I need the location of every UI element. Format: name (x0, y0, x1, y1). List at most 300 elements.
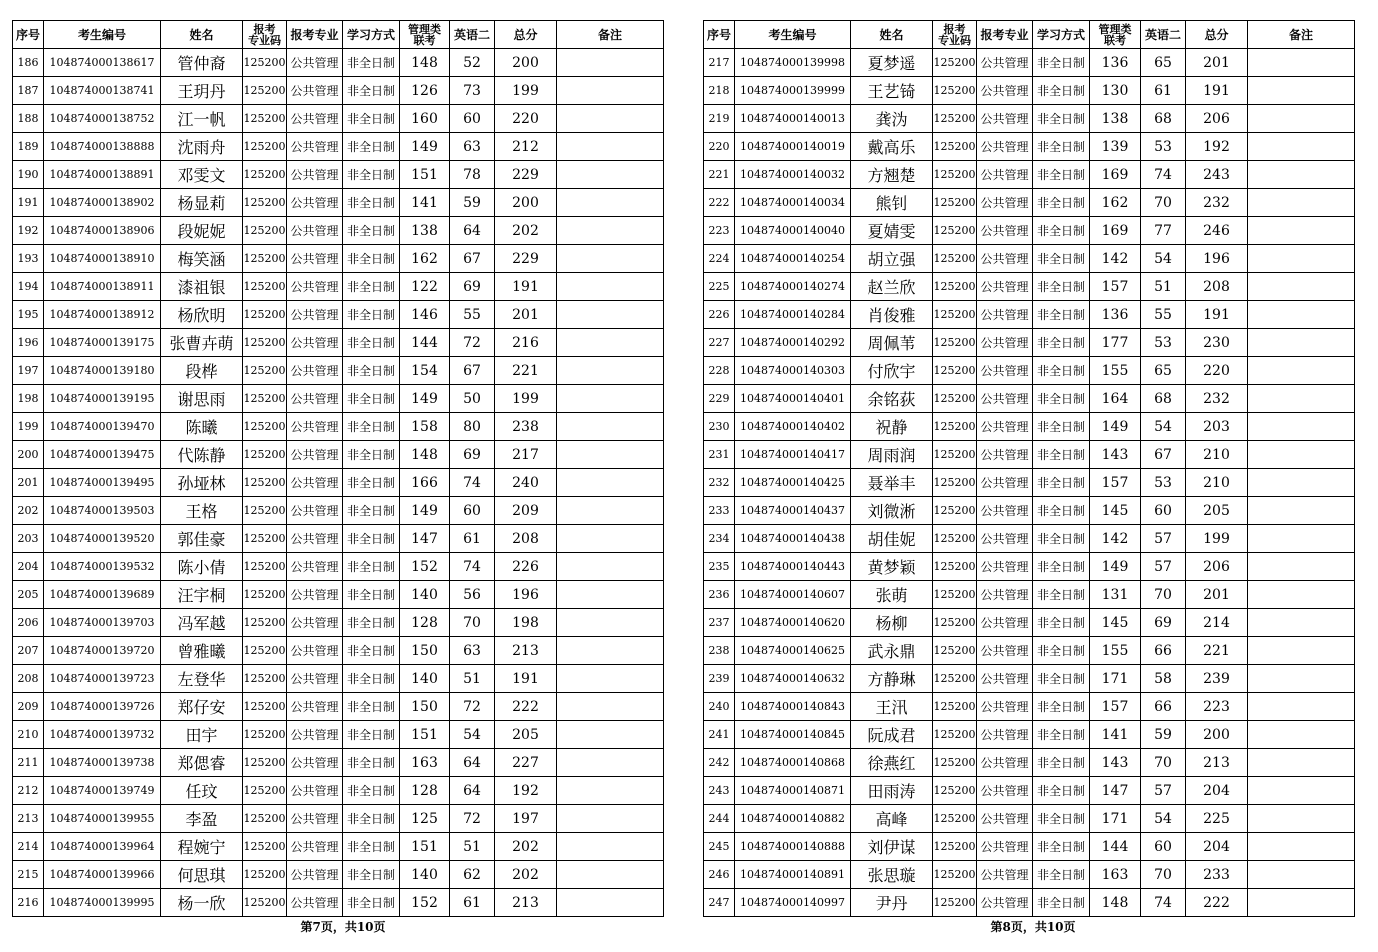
total-score: 223 (1186, 693, 1248, 721)
total-score: 226 (495, 553, 557, 581)
total-score: 191 (1186, 77, 1248, 105)
major-code: 125200 (243, 525, 287, 553)
total-score: 229 (495, 245, 557, 273)
table-row (13, 889, 664, 917)
header-total: 总分 (1186, 21, 1248, 49)
remarks (557, 329, 664, 357)
table-row (13, 105, 664, 133)
study-mode: 非全日制 (1033, 889, 1090, 917)
candidate-name: 胡立强 (851, 245, 933, 273)
page-7 (12, 20, 664, 917)
total-score: 206 (1186, 553, 1248, 581)
study-mode: 非全日制 (1033, 301, 1090, 329)
remarks (1248, 385, 1355, 413)
table-row (704, 889, 1355, 917)
candidate-name: 王汛 (851, 693, 933, 721)
header-seq: 序号 (704, 21, 735, 49)
table-row (704, 357, 1355, 385)
exam-id: 104874000140019 (735, 133, 851, 161)
candidate-name: 管仲裔 (161, 49, 243, 77)
mgmt-score: 146 (400, 301, 450, 329)
exam-id: 104874000140303 (735, 357, 851, 385)
mgmt-score: 130 (1090, 77, 1141, 105)
total-score: 214 (1186, 609, 1248, 637)
major-code: 125200 (933, 441, 977, 469)
major-code: 125200 (933, 385, 977, 413)
english-score: 74 (450, 469, 495, 497)
english-score: 68 (1141, 385, 1186, 413)
table-row (704, 217, 1355, 245)
total-score: 230 (1186, 329, 1248, 357)
row-seq: 206 (13, 609, 44, 637)
major: 公共管理 (287, 889, 343, 917)
major-code: 125200 (933, 553, 977, 581)
total-score: 213 (495, 889, 557, 917)
major: 公共管理 (977, 553, 1033, 581)
study-mode: 非全日制 (343, 217, 400, 245)
row-seq: 223 (704, 217, 735, 245)
candidate-name: 聂举丰 (851, 469, 933, 497)
study-mode: 非全日制 (1033, 805, 1090, 833)
table-row (13, 413, 664, 441)
remarks (557, 385, 664, 413)
row-seq: 196 (13, 329, 44, 357)
candidate-name: 杨一欣 (161, 889, 243, 917)
row-seq: 222 (704, 189, 735, 217)
major-code: 125200 (933, 721, 977, 749)
mgmt-score: 145 (1090, 497, 1141, 525)
remarks (557, 861, 664, 889)
major: 公共管理 (977, 525, 1033, 553)
mgmt-score: 151 (400, 161, 450, 189)
major: 公共管理 (287, 413, 343, 441)
header-study-mode: 学习方式 (343, 21, 400, 49)
total-score: 200 (1186, 721, 1248, 749)
candidate-name: 刘伊谋 (851, 833, 933, 861)
major: 公共管理 (287, 105, 343, 133)
exam-id: 104874000139723 (44, 665, 161, 693)
major: 公共管理 (287, 245, 343, 273)
table-row (704, 441, 1355, 469)
study-mode: 非全日制 (343, 273, 400, 301)
exam-id: 104874000138902 (44, 189, 161, 217)
row-seq: 227 (704, 329, 735, 357)
major: 公共管理 (287, 49, 343, 77)
candidate-name: 梅笑涵 (161, 245, 243, 273)
table-row (13, 665, 664, 693)
mgmt-score: 169 (1090, 161, 1141, 189)
major-code: 125200 (933, 665, 977, 693)
study-mode: 非全日制 (1033, 161, 1090, 189)
study-mode: 非全日制 (1033, 133, 1090, 161)
study-mode: 非全日制 (343, 665, 400, 693)
row-seq: 189 (13, 133, 44, 161)
mgmt-score: 152 (400, 889, 450, 917)
exam-id: 104874000139999 (735, 77, 851, 105)
row-seq: 247 (704, 889, 735, 917)
remarks (1248, 77, 1355, 105)
candidate-name: 方静琳 (851, 665, 933, 693)
row-seq: 198 (13, 385, 44, 413)
study-mode: 非全日制 (343, 889, 400, 917)
total-score: 201 (1186, 581, 1248, 609)
study-mode: 非全日制 (343, 413, 400, 441)
major-code: 125200 (243, 749, 287, 777)
row-seq: 204 (13, 553, 44, 581)
study-mode: 非全日制 (343, 385, 400, 413)
row-seq: 214 (13, 833, 44, 861)
study-mode: 非全日制 (1033, 385, 1090, 413)
total-score: 222 (495, 693, 557, 721)
header-mgmt-exam: 管理类 联考 (400, 21, 450, 49)
remarks (557, 665, 664, 693)
total-score: 229 (495, 161, 557, 189)
row-seq: 233 (704, 497, 735, 525)
page-footer-8: 第8页，共10页 (990, 920, 1076, 934)
exam-id: 104874000138741 (44, 77, 161, 105)
remarks (1248, 749, 1355, 777)
mgmt-score: 162 (1090, 189, 1141, 217)
table-row (13, 469, 664, 497)
total-score: 201 (1186, 49, 1248, 77)
candidate-name: 冯军越 (161, 609, 243, 637)
exam-id: 104874000140417 (735, 441, 851, 469)
mgmt-score: 155 (1090, 357, 1141, 385)
study-mode: 非全日制 (343, 245, 400, 273)
major-code: 125200 (933, 189, 977, 217)
candidate-name: 汪宇桐 (161, 581, 243, 609)
exam-id: 104874000140888 (735, 833, 851, 861)
total-score: 206 (1186, 105, 1248, 133)
exam-id: 104874000140040 (735, 217, 851, 245)
exam-id: 104874000139470 (44, 413, 161, 441)
exam-id: 104874000140607 (735, 581, 851, 609)
exam-id: 104874000139966 (44, 861, 161, 889)
major: 公共管理 (287, 161, 343, 189)
major: 公共管理 (977, 665, 1033, 693)
header-english: 英语二 (1141, 21, 1186, 49)
table-row (704, 609, 1355, 637)
mgmt-score: 136 (1090, 301, 1141, 329)
mgmt-score: 136 (1090, 49, 1141, 77)
english-score: 55 (1141, 301, 1186, 329)
english-score: 70 (450, 609, 495, 637)
total-score: 213 (495, 637, 557, 665)
table-row (704, 329, 1355, 357)
major: 公共管理 (977, 833, 1033, 861)
exam-id: 104874000140437 (735, 497, 851, 525)
major-code: 125200 (933, 217, 977, 245)
row-seq: 207 (13, 637, 44, 665)
study-mode: 非全日制 (343, 189, 400, 217)
remarks (1248, 441, 1355, 469)
candidate-name: 杨柳 (851, 609, 933, 637)
english-score: 61 (450, 525, 495, 553)
mgmt-score: 148 (400, 441, 450, 469)
remarks (557, 77, 664, 105)
study-mode: 非全日制 (343, 525, 400, 553)
major-code: 125200 (243, 693, 287, 721)
study-mode: 非全日制 (343, 161, 400, 189)
remarks (1248, 777, 1355, 805)
exam-id: 104874000140868 (735, 749, 851, 777)
study-mode: 非全日制 (1033, 525, 1090, 553)
mgmt-score: 163 (1090, 861, 1141, 889)
total-score: 222 (1186, 889, 1248, 917)
english-score: 61 (1141, 77, 1186, 105)
row-seq: 242 (704, 749, 735, 777)
exam-id: 104874000140402 (735, 413, 851, 441)
exam-id: 104874000139732 (44, 721, 161, 749)
mgmt-score: 171 (1090, 665, 1141, 693)
remarks (1248, 357, 1355, 385)
mgmt-score: 163 (400, 749, 450, 777)
row-seq: 230 (704, 413, 735, 441)
table-row (704, 693, 1355, 721)
candidate-name: 武永鼎 (851, 637, 933, 665)
major: 公共管理 (287, 581, 343, 609)
candidate-name: 赵兰欣 (851, 273, 933, 301)
major-code: 125200 (933, 749, 977, 777)
remarks (557, 609, 664, 637)
row-seq: 237 (704, 609, 735, 637)
total-score: 220 (495, 105, 557, 133)
english-score: 57 (1141, 777, 1186, 805)
major: 公共管理 (287, 77, 343, 105)
major: 公共管理 (287, 665, 343, 693)
row-seq: 187 (13, 77, 44, 105)
major-code: 125200 (243, 357, 287, 385)
row-seq: 234 (704, 525, 735, 553)
candidate-name: 杨显莉 (161, 189, 243, 217)
candidate-name: 张曹卉萌 (161, 329, 243, 357)
exam-id: 104874000140632 (735, 665, 851, 693)
remarks (1248, 665, 1355, 693)
study-mode: 非全日制 (343, 329, 400, 357)
exam-id: 104874000140443 (735, 553, 851, 581)
remarks (557, 105, 664, 133)
english-score: 63 (450, 133, 495, 161)
english-score: 60 (450, 105, 495, 133)
row-seq: 244 (704, 805, 735, 833)
total-score: 202 (495, 217, 557, 245)
mgmt-score: 149 (400, 133, 450, 161)
candidate-name: 陈曦 (161, 413, 243, 441)
candidate-name: 沈雨舟 (161, 133, 243, 161)
remarks (557, 189, 664, 217)
table-row (13, 133, 664, 161)
english-score: 74 (450, 553, 495, 581)
study-mode: 非全日制 (1033, 553, 1090, 581)
major-code: 125200 (243, 581, 287, 609)
total-score: 238 (495, 413, 557, 441)
english-score: 69 (450, 441, 495, 469)
study-mode: 非全日制 (1033, 357, 1090, 385)
remarks (1248, 329, 1355, 357)
mgmt-score: 157 (1090, 693, 1141, 721)
table-row (704, 77, 1355, 105)
total-score: 221 (495, 357, 557, 385)
total-score: 221 (1186, 637, 1248, 665)
study-mode: 非全日制 (343, 693, 400, 721)
remarks (1248, 49, 1355, 77)
mgmt-score: 149 (400, 385, 450, 413)
major-code: 125200 (933, 133, 977, 161)
row-seq: 203 (13, 525, 44, 553)
remarks (557, 693, 664, 721)
row-seq: 212 (13, 777, 44, 805)
mgmt-score: 149 (1090, 553, 1141, 581)
english-score: 73 (450, 77, 495, 105)
mgmt-score: 148 (400, 49, 450, 77)
exam-id: 104874000139495 (44, 469, 161, 497)
english-score: 51 (450, 665, 495, 693)
major: 公共管理 (977, 721, 1033, 749)
major: 公共管理 (977, 133, 1033, 161)
header-remarks: 备注 (557, 21, 664, 49)
candidate-name: 郑仔安 (161, 693, 243, 721)
header-exam-id: 考生编号 (735, 21, 851, 49)
table-row (13, 189, 664, 217)
english-score: 80 (450, 413, 495, 441)
major: 公共管理 (287, 385, 343, 413)
major-code: 125200 (243, 161, 287, 189)
mgmt-score: 147 (1090, 777, 1141, 805)
remarks (1248, 133, 1355, 161)
row-seq: 246 (704, 861, 735, 889)
candidate-name: 夏婧雯 (851, 217, 933, 245)
row-seq: 195 (13, 301, 44, 329)
remarks (557, 637, 664, 665)
table-row (13, 861, 664, 889)
mgmt-score: 157 (1090, 273, 1141, 301)
major-code: 125200 (243, 889, 287, 917)
major: 公共管理 (287, 469, 343, 497)
english-score: 51 (450, 833, 495, 861)
mgmt-score: 128 (400, 609, 450, 637)
major: 公共管理 (287, 133, 343, 161)
study-mode: 非全日制 (1033, 469, 1090, 497)
total-score: 232 (1186, 189, 1248, 217)
remarks (557, 805, 664, 833)
exam-id: 104874000140438 (735, 525, 851, 553)
study-mode: 非全日制 (1033, 581, 1090, 609)
major-code: 125200 (933, 357, 977, 385)
english-score: 67 (450, 357, 495, 385)
mgmt-score: 177 (1090, 329, 1141, 357)
total-score: 208 (495, 525, 557, 553)
major-code: 125200 (243, 105, 287, 133)
major: 公共管理 (977, 413, 1033, 441)
study-mode: 非全日制 (1033, 609, 1090, 637)
study-mode: 非全日制 (343, 469, 400, 497)
row-seq: 239 (704, 665, 735, 693)
row-seq: 245 (704, 833, 735, 861)
study-mode: 非全日制 (343, 357, 400, 385)
mgmt-score: 155 (1090, 637, 1141, 665)
header-exam-id: 考生编号 (44, 21, 161, 49)
total-score: 209 (495, 497, 557, 525)
remarks (1248, 833, 1355, 861)
header-english: 英语二 (450, 21, 495, 49)
candidate-name: 邓雯文 (161, 161, 243, 189)
study-mode: 非全日制 (1033, 413, 1090, 441)
header-major: 报考专业 (287, 21, 343, 49)
candidate-name: 郑偲睿 (161, 749, 243, 777)
study-mode: 非全日制 (343, 301, 400, 329)
candidate-name: 段妮妮 (161, 217, 243, 245)
mgmt-score: 141 (400, 189, 450, 217)
major-code: 125200 (243, 245, 287, 273)
mgmt-score: 143 (1090, 749, 1141, 777)
remarks (1248, 245, 1355, 273)
english-score: 64 (450, 777, 495, 805)
exam-id: 104874000140625 (735, 637, 851, 665)
major-code: 125200 (243, 665, 287, 693)
study-mode: 非全日制 (343, 441, 400, 469)
english-score: 69 (450, 273, 495, 301)
english-score: 77 (1141, 217, 1186, 245)
remarks (557, 497, 664, 525)
english-score: 54 (1141, 805, 1186, 833)
study-mode: 非全日制 (343, 105, 400, 133)
table-row (13, 245, 664, 273)
mgmt-score: 151 (400, 833, 450, 861)
exam-id: 104874000140401 (735, 385, 851, 413)
table-row (13, 329, 664, 357)
table-row (13, 441, 664, 469)
table-row (704, 777, 1355, 805)
english-score: 53 (1141, 133, 1186, 161)
exam-id: 104874000138906 (44, 217, 161, 245)
exam-id: 104874000139195 (44, 385, 161, 413)
study-mode: 非全日制 (343, 609, 400, 637)
major: 公共管理 (977, 497, 1033, 525)
study-mode: 非全日制 (1033, 777, 1090, 805)
english-score: 72 (450, 693, 495, 721)
major-code: 125200 (243, 861, 287, 889)
exam-id: 104874000138911 (44, 273, 161, 301)
table-row (704, 189, 1355, 217)
exam-id: 104874000140843 (735, 693, 851, 721)
candidate-name: 周雨润 (851, 441, 933, 469)
exam-id: 104874000139475 (44, 441, 161, 469)
header-remarks: 备注 (1248, 21, 1355, 49)
study-mode: 非全日制 (1033, 665, 1090, 693)
remarks (1248, 553, 1355, 581)
study-mode: 非全日制 (343, 833, 400, 861)
exam-id: 104874000139175 (44, 329, 161, 357)
remarks (557, 413, 664, 441)
english-score: 52 (450, 49, 495, 77)
candidate-name: 孙垭林 (161, 469, 243, 497)
english-score: 66 (1141, 693, 1186, 721)
row-seq: 191 (13, 189, 44, 217)
major-code: 125200 (933, 833, 977, 861)
english-score: 78 (450, 161, 495, 189)
total-score: 192 (1186, 133, 1248, 161)
candidate-name: 高峰 (851, 805, 933, 833)
remarks (557, 133, 664, 161)
header-mgmt-exam: 管理类 联考 (1090, 21, 1141, 49)
english-score: 56 (450, 581, 495, 609)
study-mode: 非全日制 (1033, 497, 1090, 525)
major: 公共管理 (977, 189, 1033, 217)
row-seq: 229 (704, 385, 735, 413)
table-row (13, 833, 664, 861)
table-row (704, 721, 1355, 749)
candidate-name: 戴高乐 (851, 133, 933, 161)
